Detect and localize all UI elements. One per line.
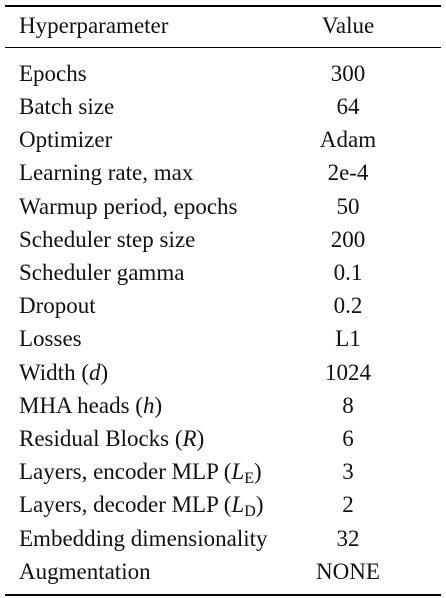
table-row-embedding-dimensionality	[0, 522, 446, 555]
param-name: Augmentation	[19, 559, 151, 584]
math-symbol: d	[88, 360, 101, 385]
math-subscript: E	[244, 470, 255, 487]
param-name: Scheduler step size	[19, 227, 196, 252]
table-row-epochs	[0, 57, 446, 90]
param-value: NONE	[316, 559, 380, 584]
table-row-width	[0, 356, 446, 389]
math-symbol: L	[231, 492, 245, 517]
table-row-optimizer	[0, 123, 446, 156]
param-value: 6	[342, 426, 354, 451]
table-row-layers-decoder-mlp	[0, 488, 446, 521]
table-top-rule	[5, 5, 441, 7]
table-row-batch-size	[0, 90, 446, 123]
table-row-dropout	[0, 289, 446, 322]
param-name: Losses	[19, 326, 82, 351]
param-value: 0.1	[333, 260, 363, 285]
header-value: Value	[321, 13, 375, 38]
table-row-mha-heads	[0, 389, 446, 422]
math-symbol: R	[182, 426, 197, 451]
param-value: 2e-4	[327, 160, 369, 185]
table-row-warmup-period	[0, 190, 446, 223]
param-value: Adam	[319, 127, 377, 152]
param-value: 300	[330, 61, 366, 86]
param-value: 64	[336, 94, 360, 119]
table-row-scheduler-gamma	[0, 256, 446, 289]
table-row-learning-rate	[0, 156, 446, 189]
param-name: Dropout	[19, 293, 96, 318]
math-subscript: D	[244, 503, 256, 520]
param-name: Layers, encoder MLP $(L_E)$	[19, 459, 262, 487]
param-name: Embedding dimensionality	[19, 526, 268, 551]
table-row-layers-encoder-mlp	[0, 455, 446, 488]
param-value: 8	[342, 393, 354, 418]
table-row-augmentation	[0, 555, 446, 588]
param-value: 1024	[325, 360, 371, 385]
param-name: Scheduler gamma	[19, 260, 185, 285]
param-name: Layers, decoder MLP $(L_D)$	[19, 492, 264, 520]
param-name: MHA heads (h)	[19, 393, 163, 418]
param-name: Learning rate, max	[19, 160, 194, 185]
param-value: 200	[330, 227, 366, 252]
table-bottom-rule	[5, 594, 441, 596]
table-row-scheduler-step-size	[0, 223, 446, 256]
param-name: Optimizer	[19, 127, 113, 152]
header-hyperparameter: Hyperparameter	[19, 13, 169, 38]
param-value: 32	[336, 526, 360, 551]
table-header-rule	[5, 47, 441, 48]
param-value: 50	[336, 194, 360, 219]
table-row-losses	[0, 322, 446, 355]
math-symbol: L	[231, 459, 245, 484]
param-value: 2	[342, 492, 354, 517]
param-value: L1	[335, 326, 361, 351]
param-value: 0.2	[333, 293, 363, 318]
param-name: Warmup period, epochs	[19, 194, 238, 219]
param-name: Batch size	[19, 94, 115, 119]
param-name: Width (d)	[19, 360, 109, 385]
param-name: Residual Blocks (R)	[19, 426, 205, 451]
param-value: 3	[342, 459, 354, 484]
math-symbol: h	[142, 393, 155, 418]
param-name: Epochs	[19, 61, 87, 86]
table-row-residual-blocks	[0, 422, 446, 455]
table-header-row	[0, 9, 446, 42]
